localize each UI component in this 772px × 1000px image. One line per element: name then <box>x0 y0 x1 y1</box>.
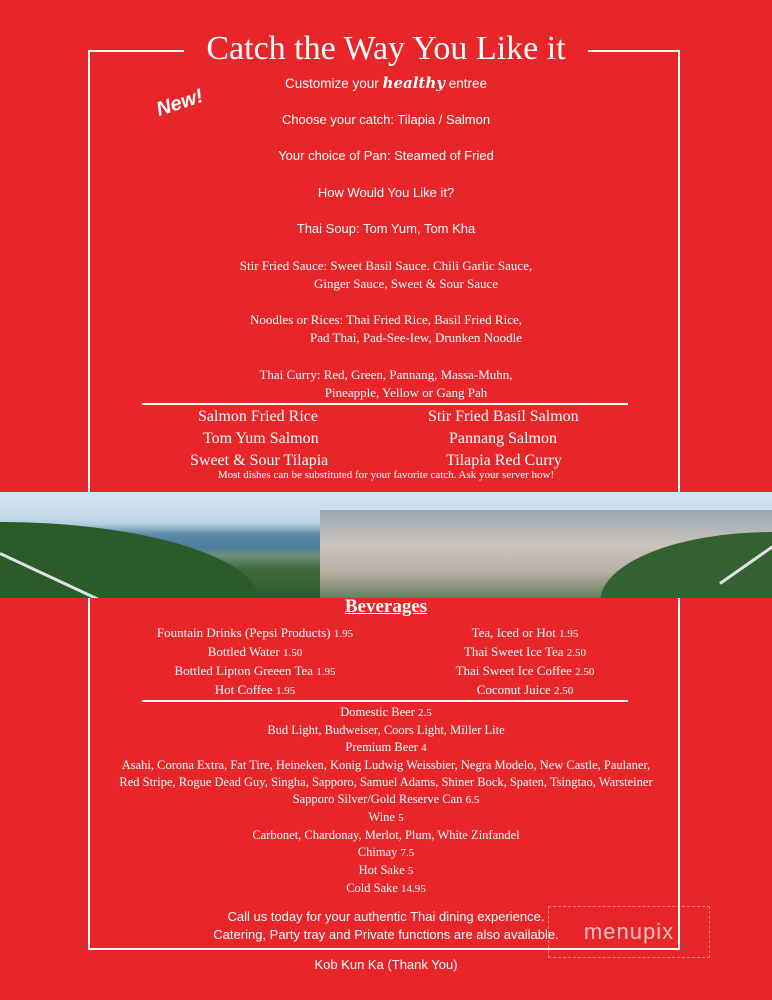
hot-sake: Hot Sake 5 <box>358 863 414 877</box>
premium-beer: Premium Beer 4 <box>345 740 427 754</box>
beverage-item: Tea, Iced or Hot 1.95 <box>471 625 579 640</box>
chimay: Chimay 7.5 <box>357 845 415 859</box>
divider-2 <box>142 700 628 702</box>
beverage-item: Thai Sweet Ice Coffee 2.50 <box>455 663 595 678</box>
sapporo-reserve: Sapporo Silver/Gold Reserve Can 6.5 <box>292 792 480 806</box>
beverage-item: Hot Coffee 1.95 <box>214 682 296 697</box>
subtitle-highlight: healthy <box>382 74 445 92</box>
new-badge: New! <box>153 85 206 121</box>
option-how: How Would You Like it? <box>317 185 455 200</box>
menupix-watermark: menupix <box>548 906 710 958</box>
option-pan: Your choice of Pan: Steamed of Fried <box>278 148 494 163</box>
beverages-heading: Beverages <box>344 596 428 617</box>
substitution-note: Most dishes can be substituted for your favorite catch. Ask your server how! <box>217 469 555 481</box>
beverage-item: Bottled Lipton Greeen Tea 1.95 <box>174 663 336 678</box>
beverage-item: Thai Sweet Ice Tea 2.50 <box>463 644 587 659</box>
style-noodles: Noodles or Rices: Thai Fried Rice, Basil Fried Rice, Pad Thai, Pad-See-Iew, Drunken Noodle <box>250 312 522 345</box>
wine-list: Carbonet, Chardonay, Merlot, Plum, White Zinfandel <box>252 828 520 842</box>
menu-subtitle: Customize your healthy entree <box>284 74 488 92</box>
domestic-beer-list: Bud Light, Budweiser, Coors Light, Miller Lite <box>267 723 505 737</box>
style-stir-fried: Stir Fried Sauce: Sweet Basil Sauce. Chili Garlic Sauce, Ginger Sauce, Sweet & Sour Sauce <box>239 258 533 291</box>
domestic-beer: Domestic Beer 2.5 <box>340 705 432 719</box>
cold-sake: Cold Sake 14.95 <box>346 881 426 895</box>
beverages-left-list <box>120 624 390 700</box>
dish-right-2: Pannang Salmon <box>449 430 557 447</box>
beverage-item: Bottled Water 1.50 <box>207 644 303 659</box>
divider-1 <box>142 403 628 405</box>
dish-left-2: Tom Yum Salmon <box>203 430 319 447</box>
wine: Wine 5 <box>368 810 404 824</box>
footer-thanks: Kob Kun Ka (Thank You) <box>314 957 458 972</box>
option-catch: Choose your catch: Tilapia / Salmon <box>281 112 491 127</box>
beverage-item: Coconut Juice 2.50 <box>476 682 574 697</box>
beverage-item: Fountain Drinks (Pepsi Products) 1.95 <box>156 625 354 640</box>
pattaya-panorama-photo <box>0 492 772 598</box>
menu-title: Catch the Way You Like it <box>184 26 587 72</box>
style-thai-soup: Thai Soup: Tom Yum, Tom Kha <box>296 221 476 236</box>
premium-beer-list-1: Asahi, Corona Extra, Fat Tire, Heineken, Konig Ludwig Weissbier, Negra Modelo, New Castle, Paulaner, <box>121 758 651 772</box>
style-curry: Thai Curry: Red, Green, Pannang, Massa-Muhn, Pineapple, Yellow or Gang Pah <box>259 367 513 400</box>
dish-right-1: Stir Fried Basil Salmon <box>428 408 579 425</box>
beverages-right-list <box>410 624 640 700</box>
premium-beer-list-2: Red Stripe, Rogue Dead Guy, Singha, Sapporo, Samuel Adams, Shiner Bock, Spaten, Tsingtao, Warsteiner <box>119 775 653 789</box>
dish-left-3: Sweet & Sour Tilapia <box>190 452 329 469</box>
dish-right-3: Tilapia Red Curry <box>446 452 562 469</box>
footer-call: Call us today for your authentic Thai dining experience. Catering, Party tray and Private functions are also available. <box>213 909 559 942</box>
alcohol-list <box>0 704 772 898</box>
dish-left-1: Salmon Fried Rice <box>198 408 318 425</box>
